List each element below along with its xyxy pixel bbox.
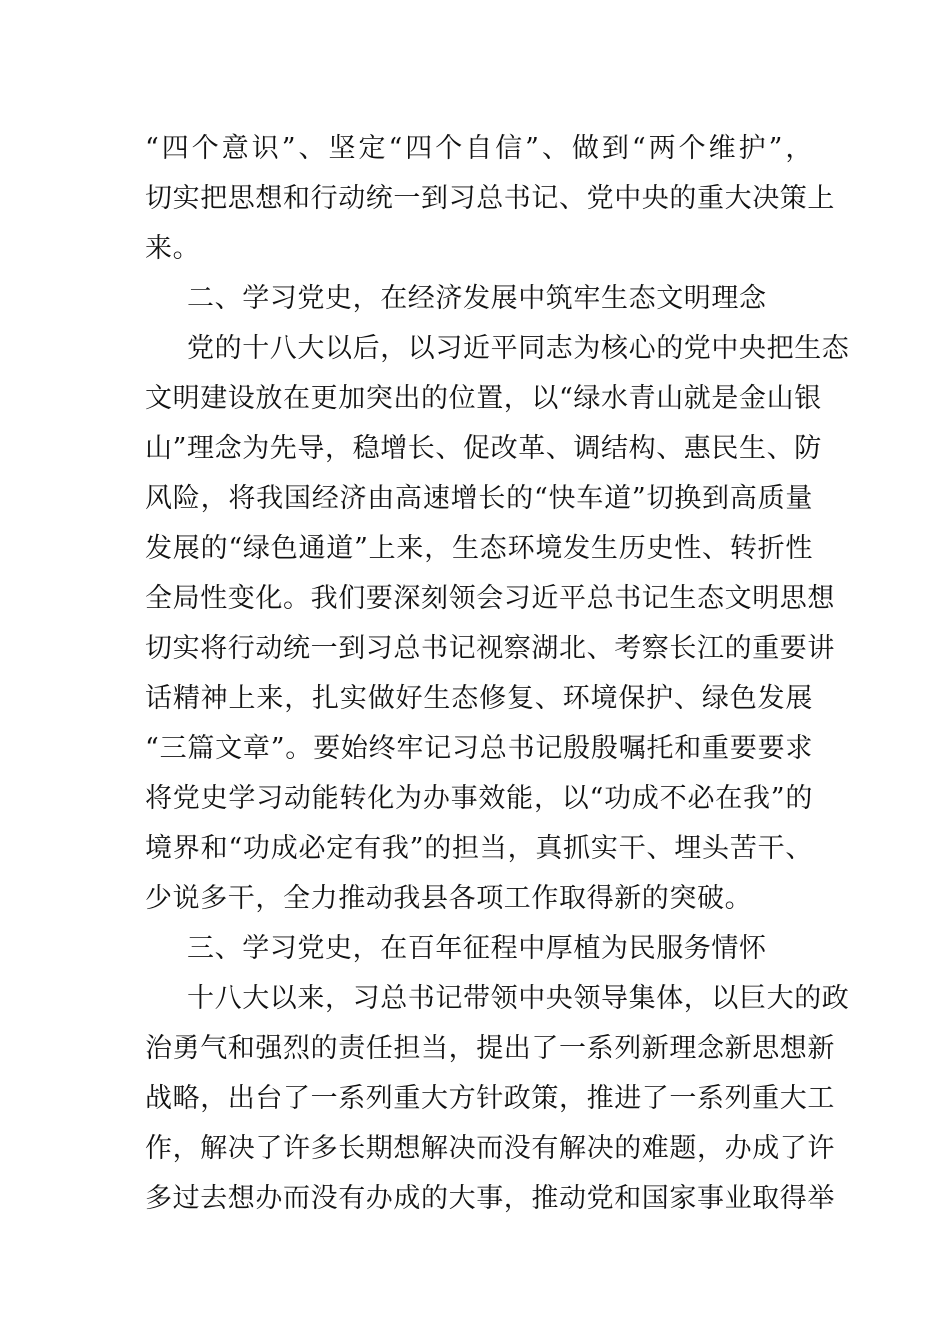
- section-heading: 三、学习党史，在百年征程中厚植为民服务情怀: [187, 933, 767, 964]
- text-line: “四个意识”、坚定“四个自信”、做到“两个维护”，: [145, 133, 813, 164]
- text-line: 党的十八大以后，以习近平同志为核心的党中央把生态: [187, 333, 850, 364]
- text-line: 多过去想办而没有办成的大事，推动党和国家事业取得举: [145, 1183, 835, 1214]
- body-text: [145, 124, 850, 1224]
- text-line: 少说多干，全力推动我县各项工作取得新的突破。: [145, 883, 753, 914]
- text-line: “三篇文章”。要始终牢记习总书记殷殷嘱托和重要要求: [145, 733, 813, 764]
- text-line: 治勇气和强烈的责任担当，提出了一系列新理念新思想新: [145, 1033, 835, 1064]
- text-line: 话精神上来，扎实做好生态修复、环境保护、绿色发展: [145, 683, 813, 714]
- text-line: 战略，出台了一系列重大方针政策，推进了一系列重大工: [145, 1083, 835, 1114]
- text-line: 境界和“功成必定有我”的担当，真抓实干、埋头苦干、: [145, 833, 813, 864]
- text-line: 风险，将我国经济由高速增长的“快车道”切换到高质量: [145, 483, 813, 514]
- text-line: 来。: [145, 233, 201, 264]
- section-heading: 二、学习党史，在经济发展中筑牢生态文明理念: [187, 283, 767, 314]
- text-line: 山”理念为先导，稳增长、促改革、调结构、惠民生、防: [145, 433, 822, 464]
- text-line: 十八大以来，习总书记带领中央领导集体，以巨大的政: [187, 983, 850, 1014]
- text-line: 发展的“绿色通道”上来，生态环境发生历史性、转折性: [145, 533, 813, 564]
- text-line: 全局性变化。我们要深刻领会习近平总书记生态文明思想: [145, 583, 835, 614]
- text-line: 将党史学习动能转化为办事效能，以“功成不必在我”的: [145, 783, 813, 814]
- text-line: 作，解决了许多长期想解决而没有解决的难题，办成了许: [145, 1133, 835, 1164]
- text-line: 切实把思想和行动统一到习总书记、党中央的重大决策上: [145, 183, 835, 214]
- text-line: 文明建设放在更加突出的位置，以“绿水青山就是金山银: [145, 383, 822, 414]
- text-line: 切实将行动统一到习总书记视察湖北、考察长江的重要讲: [145, 633, 835, 664]
